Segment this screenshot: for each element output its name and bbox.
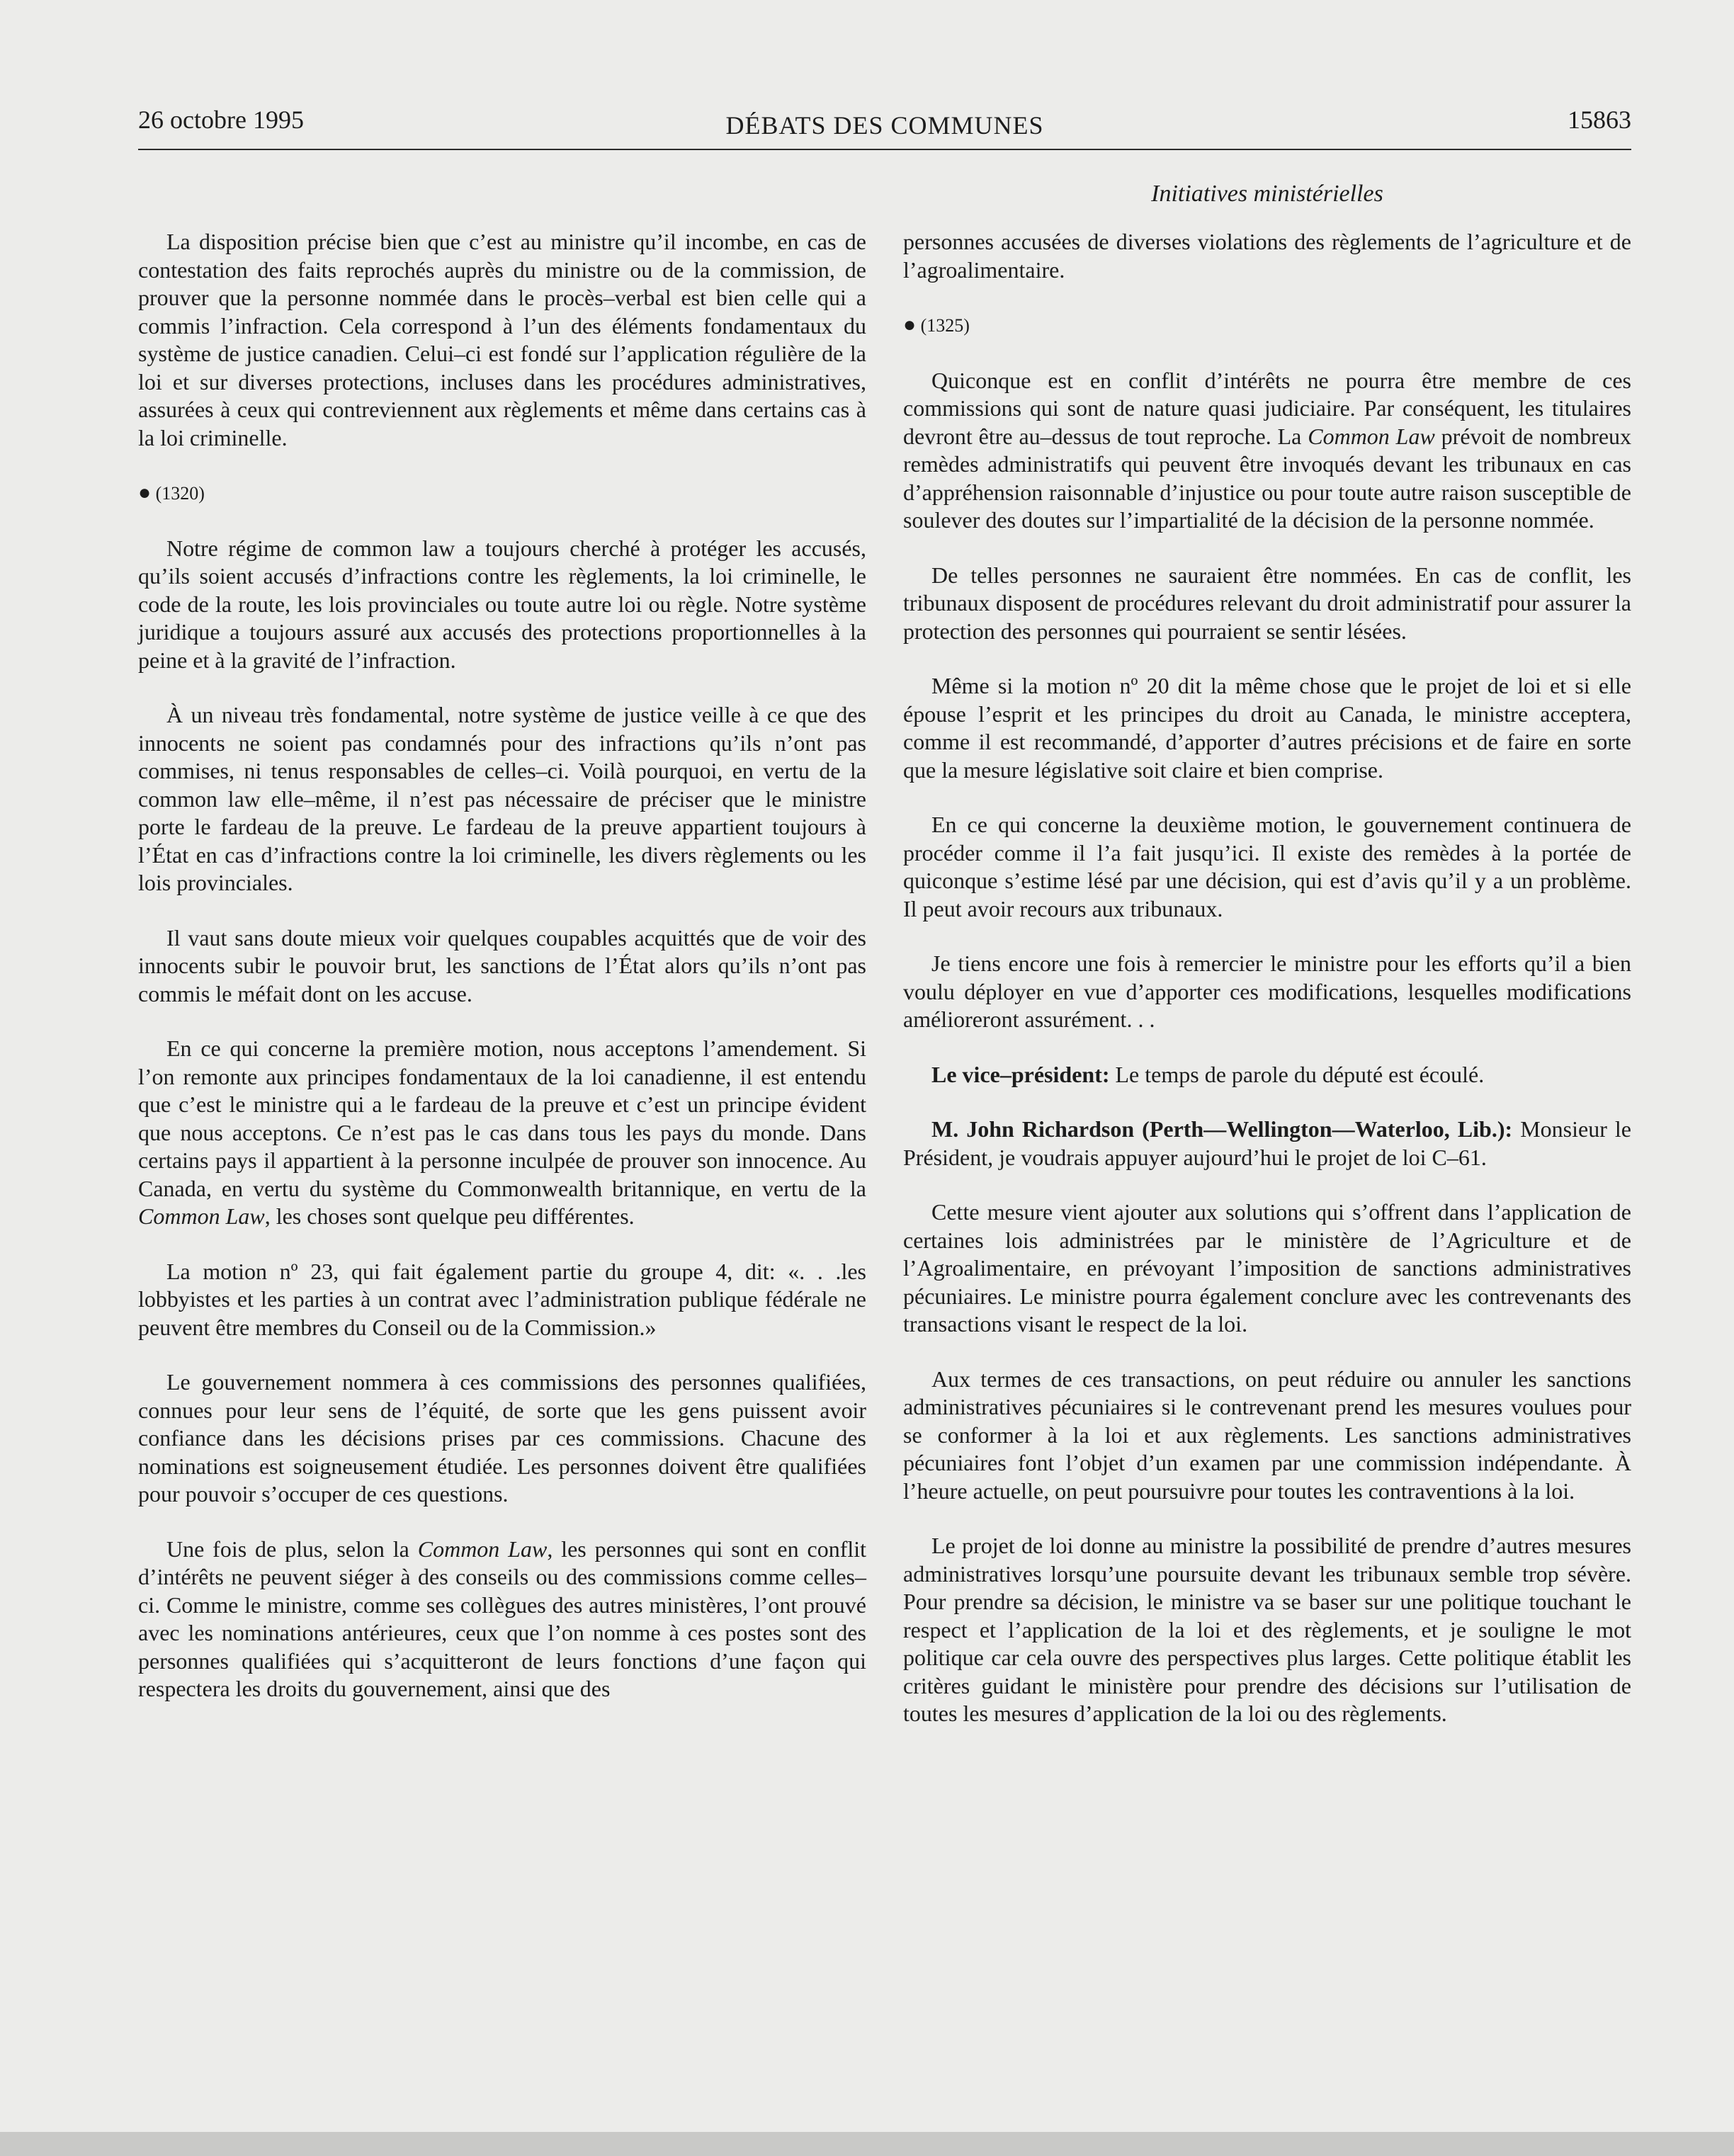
emphasis-text: Common Law xyxy=(417,1536,548,1562)
paragraph: Notre régime de common law a toujours cherché à protéger les accusés, qu’ils soient accusés d’infractions contre les règlements, la loi criminelle, le code de la route, les lois provinciales ou toute autre loi ou règle. Notre système juridique a toujours assuré aux accusés des protections proportionnelles à la peine et à la gravité de l’infraction. xyxy=(138,535,866,673)
page-header xyxy=(138,105,1631,147)
paragraph: Cette mesure vient ajouter aux solutions qui s’offrent dans l’application de certaines lois administrées par le ministère de l’Agriculture et de l’Agroalimentaire, en prévoyant l’imposition de sanctions administratives pécuniaires. Le ministre pourra également conclure avec les contrevenants des transactions visant le respect de la loi. xyxy=(903,1199,1631,1337)
header-title: DÉBATS DES COMMUNES xyxy=(725,111,1044,140)
paragraph: Le projet de loi donne au ministre la possibilité de prendre d’autres mesures administratives lorsqu’une poursuite devant les tribunaux semble trop sévère. Pour prendre sa décision, le ministre va se baser sur une politique touchant le respect et l’application de la loi et des règlements, et je souligne le mot politique car cela ouvre des perspectives plus larges. Cette politique établit les critères guidant le ministère pour prendre des décisions sur l’utilisation de toutes les mesures d’application de la loi ou des règlements. xyxy=(903,1533,1631,1726)
section-title: Initiatives ministérielles xyxy=(1151,181,1383,207)
time-marker xyxy=(903,311,1631,340)
speech-text: Le temps de parole du député est écoulé. xyxy=(1109,1061,1485,1087)
paragraph xyxy=(903,367,1631,535)
paragraph-text: En ce qui concerne la première motion, nous acceptons l’amendement. Si l’on remonte aux principes fondamentaux de la loi canadienne, il est entendu que c’est le ministre qui a le fardeau de la preuve et c’est un principe évident que nous acceptons. Ce n’est pas le cas dans tous les pays du monde. Dans certains pays il appartient à la personne inculpée de prouver son innocence. Au Canada, en vertu du système du Commonwealth britannique, en vertu de la xyxy=(138,1036,866,1201)
speech-paragraph xyxy=(903,1061,1631,1089)
header-rule xyxy=(138,149,1631,150)
bullet-icon: ● xyxy=(138,481,152,504)
paragraph: Le gouvernement nommera à ces commissions des personnes qualifiées, connues pour leur sens de l’équité, de sorte que les gens puissent avoir confiance dans les décisions prises par ces commissions. Chacune des nominations est soigneusement étudiée. Les personnes doivent être qualifiées pour pouvoir s’occuper de ces questions. xyxy=(138,1369,866,1507)
speech-text: Monsieur le Président, je voudrais appuyer aujourd’hui le projet de loi C–61. xyxy=(903,1116,1632,1170)
paragraph: personnes accusées de diverses violations des règlements de l’agriculture et de l’agroalimentaire. xyxy=(903,229,1631,283)
speech-paragraph xyxy=(903,1116,1631,1171)
right-column xyxy=(903,228,1631,1755)
header-date: 26 octobre 1995 xyxy=(138,106,304,134)
bullet-icon: ● xyxy=(903,313,917,336)
time-marker xyxy=(138,479,866,508)
paragraph-text: Une fois de plus, selon la xyxy=(166,1536,418,1562)
paragraph: La disposition précise bien que c’est au ministre qu’il incombe, en cas de contestation des faits reprochés auprès du ministre ou de la commission, de prouver que la personne nommée dans le procès–verbal est bien celle qui a commis l’infraction. Cela correspond à l’un des éléments fondamentaux du système de justice canadien. Celui–ci est fondé sur l’application régulière de la loi et sur diverses protections, incluses dans les procédures administratives, assurées à ceux qui contreviennent aux règlements et même dans certains cas à la loi criminelle. xyxy=(138,229,866,450)
left-column xyxy=(138,228,866,1730)
paragraph: La motion nº 23, qui fait également partie du groupe 4, dit: «. . .les lobbyistes et les parties à un contrat avec l’administration publique fédérale ne peuvent être membres du Conseil ou de la Commission.» xyxy=(138,1258,866,1340)
scan-edge xyxy=(0,2132,1734,2156)
speaker-name: Le vice–président: xyxy=(931,1061,1110,1087)
paragraph: De telles personnes ne sauraient être nommées. En cas de conflit, les tribunaux disposent de procédures relevant du droit administratif pour assurer la protection des personnes qui pourraient se sentir lésées. xyxy=(903,562,1631,644)
paragraph: À un niveau très fondamental, notre système de justice veille à ce que des innocents ne soient pas condamnés pour des infractions qu’ils n’ont pas commises, ni tenus responsables de celles–ci. Voilà pourquoi, en vertu de la common law elle–même, il n’est pas nécessaire de préciser que le ministre porte le fardeau de la preuve. Le fardeau de la preuve appartient toujours à l’État en cas d’infractions contre la loi criminelle, les divers règlements ou les lois provinciales. xyxy=(138,702,866,895)
paragraph xyxy=(138,1035,866,1231)
paragraph: Il vaut sans doute mieux voir quelques coupables acquittés que de voir des innocents subir le pouvoir brut, les sanctions de l’État alors qu’ils n’ont pas commis le méfait dont on les accuse. xyxy=(138,924,866,1006)
paragraph: Je tiens encore une fois à remercier le ministre pour les efforts qu’il a bien voulu déployer en vue d’apporter ces modifications, lesquelles modifications amélioreront assurément. . . xyxy=(903,951,1631,1032)
header-page-number: 15863 xyxy=(1568,106,1631,134)
paragraph-text: Quiconque est en conflit d’intérêts ne pourra être membre de ces commissions qui sont de nature quasi judiciaire. Par conséquent, les titulaires devront être au–dessus de tout reproche. La xyxy=(903,367,1631,449)
paragraph-text: prévoit de nombreux remèdes administratifs qui peuvent être invoqués devant les tribunaux en cas d’appréhension raisonnable d’injustice ou pour toute autre raison susceptible de soulever des doutes sur l’impartialité de la décision de la personne nommée. xyxy=(903,423,1632,533)
emphasis-text: Common Law xyxy=(138,1203,265,1229)
paragraph: Aux termes de ces transactions, on peut réduire ou annuler les sanctions administratives pécuniaires si le contrevenant prend les mesures voulues pour se conformer à la loi et aux règlements. Les sanctions administratives pécuniaires font l’objet d’un examen par une commission indépendante. À l’heure actuelle, on peut poursuivre pour toutes les contraventions à la loi. xyxy=(903,1366,1631,1504)
paragraph: En ce qui concerne la deuxième motion, le gouvernement continuera de procéder comme il l’a fait jusqu’ici. Il existe des remèdes à la portée de quiconque s’estime lésé par une décision, qui est d’avis qu’il y a un problème. Il peut avoir recours aux tribunaux. xyxy=(903,812,1631,921)
emphasis-text: Common Law xyxy=(1308,423,1435,449)
paragraph-text: , les personnes qui sont en conflit d’intérêts ne peuvent siéger à des conseils ou des commissions comme celles–ci. Comme le ministre, comme ses collègues des autres ministères, l’ont prouvé avec les nominations antérieures, ceux que l’on nomme à ces postes sont des personnes qualifiées qui s’acquitteront de leurs fonctions d’une façon qui respectera les droits du gouvernement, ainsi que des xyxy=(138,1536,867,1701)
time-marker-label: (1325) xyxy=(920,315,970,336)
paragraph-text: , les choses sont quelque peu différentes. xyxy=(264,1203,635,1229)
speaker-name: M. John Richardson (Perth—Wellington—Waterloo, Lib.): xyxy=(931,1116,1513,1142)
paragraph: Même si la motion nº 20 dit la même chose que le projet de loi et si elle épouse l’esprit et les principes du droit au Canada, le ministre acceptera, comme il est recommandé, d’apporter d’autres précisions et de faire en sorte que la mesure législative soit claire et bien comprise. xyxy=(903,673,1631,783)
time-marker-label: (1320) xyxy=(155,483,205,504)
paragraph xyxy=(138,1536,866,1703)
